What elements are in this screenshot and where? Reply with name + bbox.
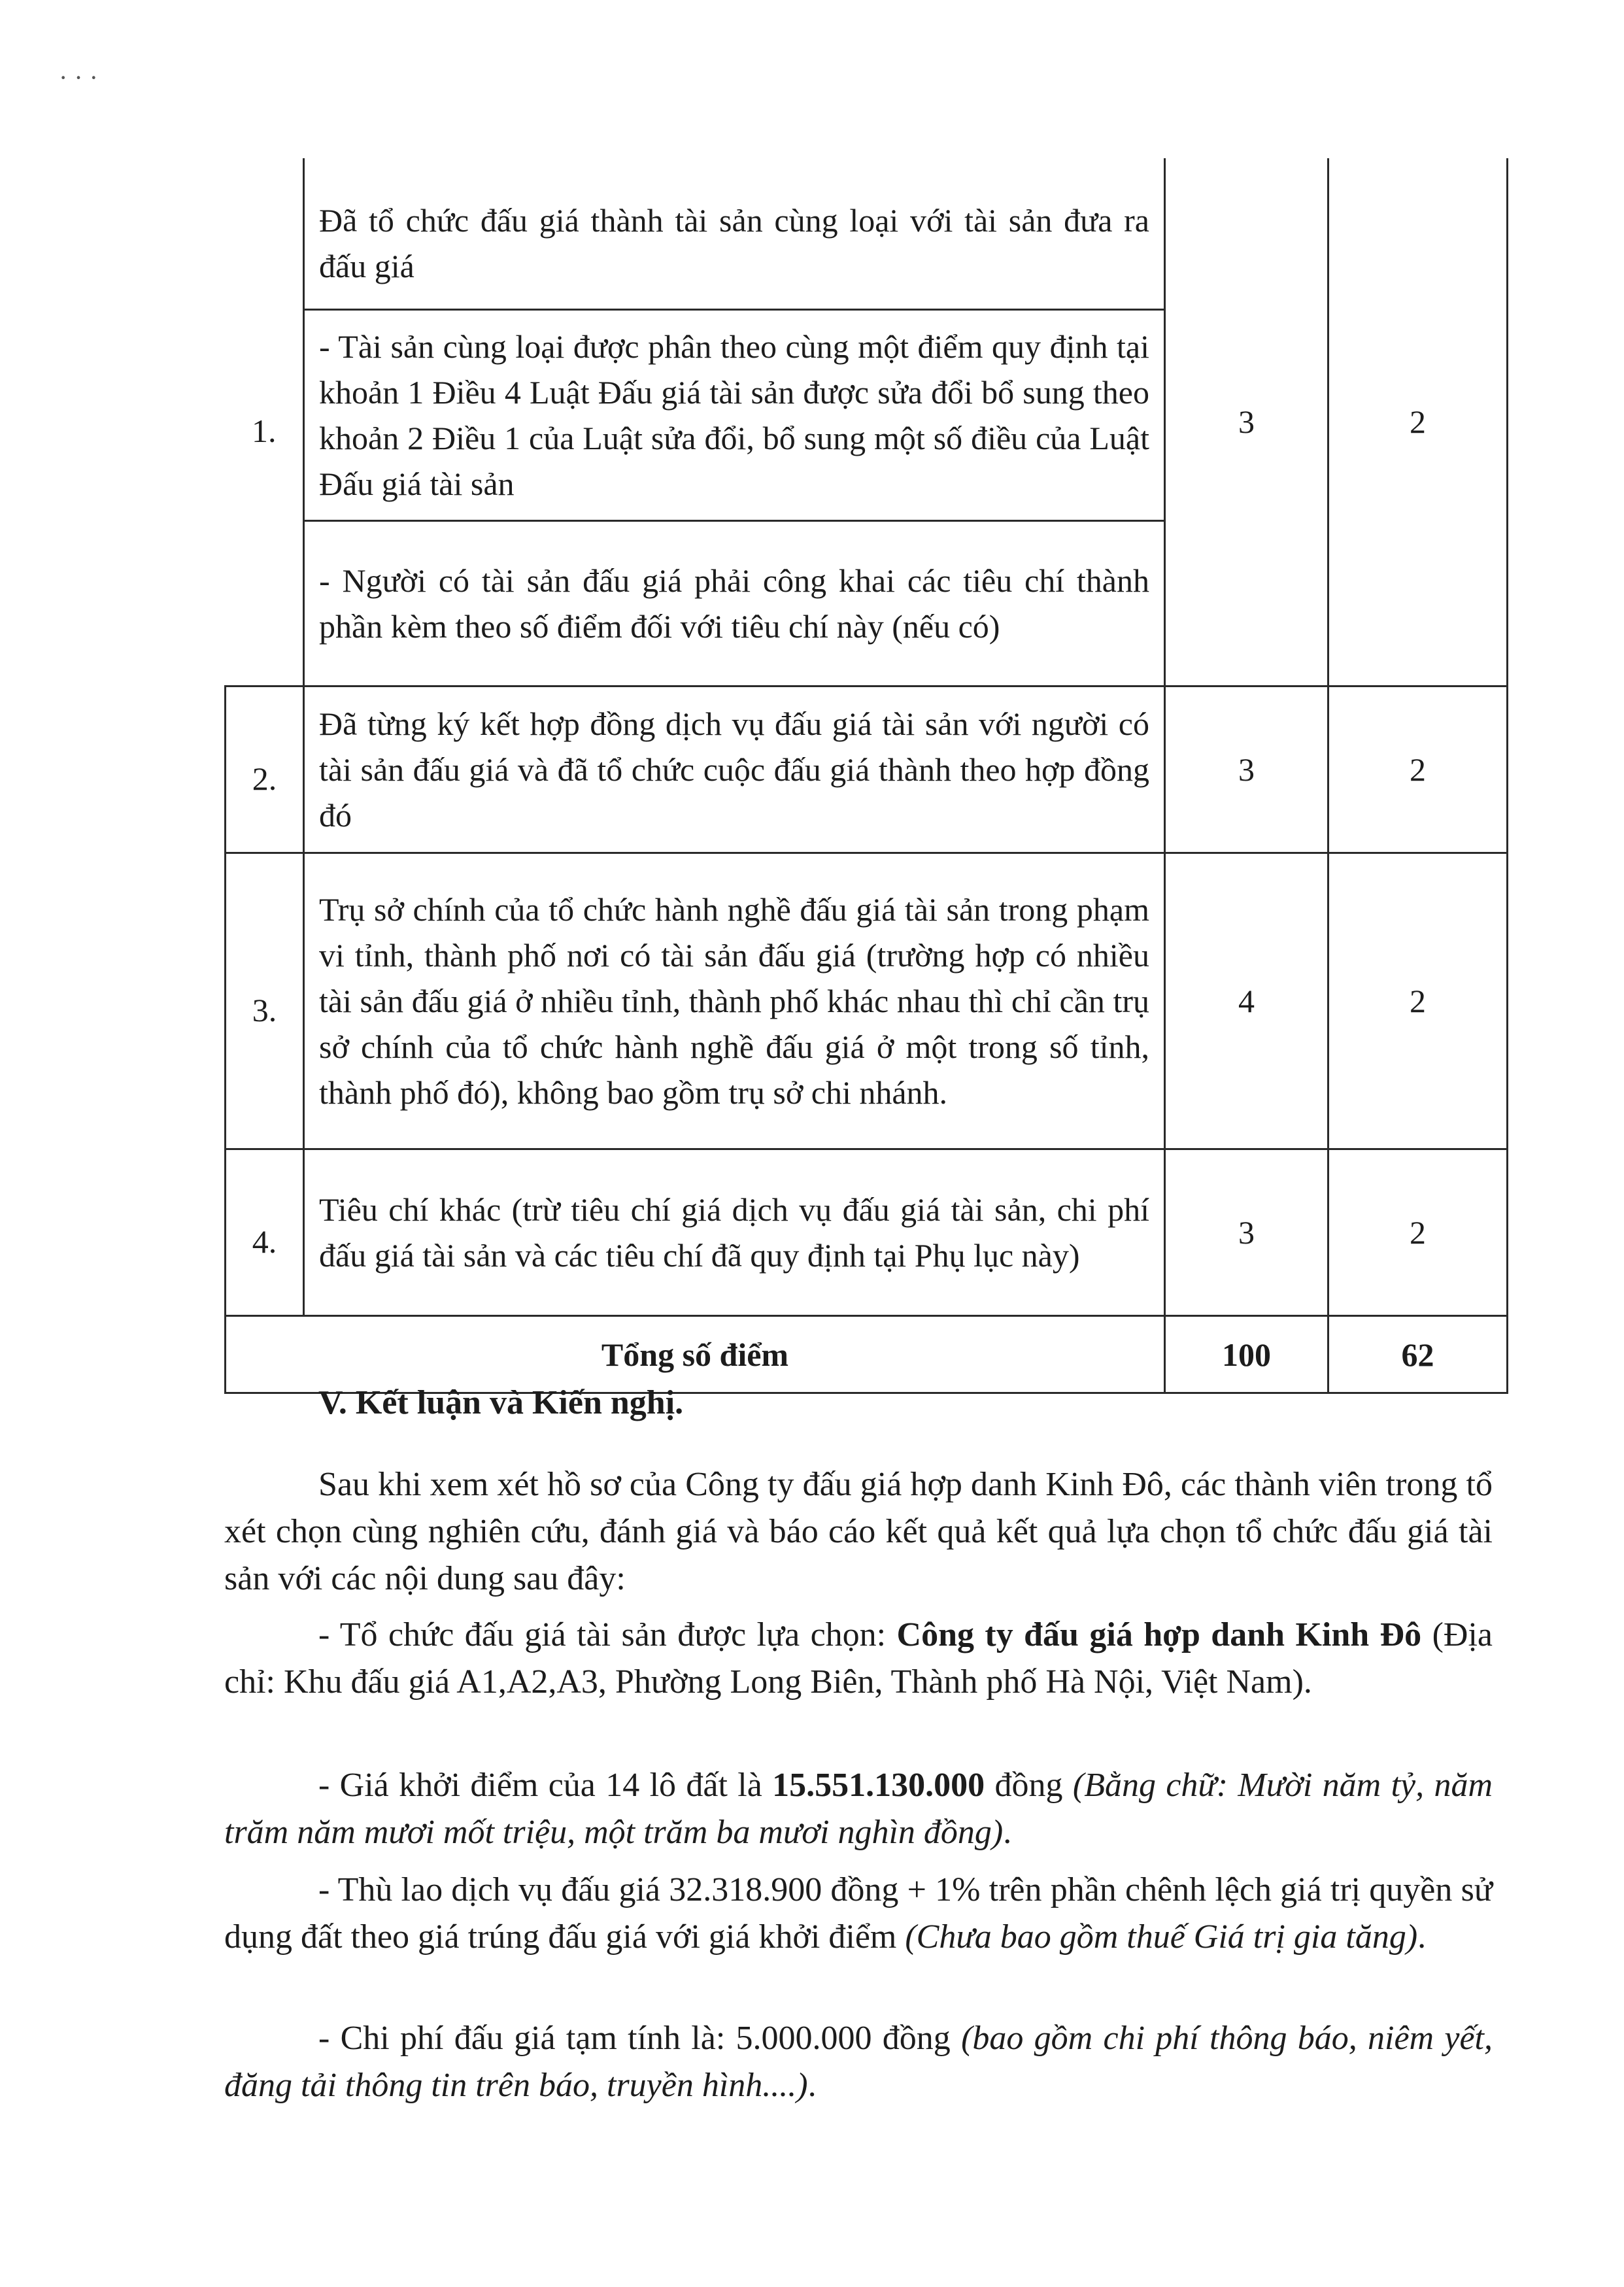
criterion-text: Tiêu chí khác (trừ tiêu chí giá dịch vụ đấu giá tài sản, chi phí đấu giá tài sản và các tiêu chí đã quy định tại Phụ lục này) (304, 1149, 1165, 1316)
org-name: Công ty đấu giá hợp danh Kinh Đô (896, 1616, 1422, 1653)
fee-end: . (1417, 1918, 1427, 1956)
criterion-subtext: - Tài sản cùng loại được phân theo cùng một điểm quy định tại khoản 1 Điều 4 Luật Đấu giá tài sản được sửa đổi bổ sung theo khoản 2 Điều 1 của Luật sửa đổi, bổ sung một số điều của Luật Đấu giá tài sản (304, 310, 1165, 521)
score-cell: 2 (1328, 853, 1508, 1149)
criterion-subtext: - Người có tài sản đấu giá phải công khai các tiêu chí thành phần kèm theo số điểm đối với tiêu chí này (nếu có) (304, 521, 1165, 686)
max-score-cell: 3 (1165, 686, 1328, 853)
section-title: V. Kết luận và Kiến nghị. (318, 1384, 684, 1421)
price-words: (Bằng chữ: Mười năm tỷ, năm trăm năm mươi mốt triệu, một trăm ba mươi nghìn đồng) (224, 1767, 1493, 1851)
criterion-text: Trụ sở chính của tổ chức hành nghề đấu giá tài sản trong phạm vi tỉnh, thành phố nơi có tài sản đấu giá (trường hợp có nhiều tài sản đấu giá ở nhiều tỉnh, thành phố khác nhau thì chỉ cần trụ sở chính của tổ chức hành nghề đấu giá ở một trong số tỉnh, thành phố đó), không bao gồm trụ sở chi nhánh. (304, 853, 1165, 1149)
criteria-table (224, 158, 1508, 1394)
org-prefix: - Tổ chức đấu giá tài sản được lựa chọn: (318, 1616, 897, 1653)
score-cell: 2 (1328, 158, 1508, 686)
max-score-cell: 4 (1165, 853, 1328, 1149)
score-cell: 2 (1328, 1149, 1508, 1316)
org-paragraph (224, 1612, 1493, 1706)
table-row (226, 853, 1508, 1149)
cost-note: (bao gồm chi phí thông báo, niêm yết, đăng tải thông tin trên báo, truyền hình....) (224, 2020, 1493, 2104)
score-cell: 2 (1328, 686, 1508, 853)
table-row (226, 158, 1508, 310)
row-number-cell: 2. (226, 686, 304, 853)
price-end: . (1003, 1814, 1012, 1851)
intro-text: Sau khi xem xét hồ sơ của Công ty đấu giá hợp danh Kinh Đô, các thành viên trong tổ xét chọn cùng nghiên cứu, đánh giá và báo cáo kết quả kết quả lựa chọn tổ chức đấu giá tài sản với các nội dung sau đây: (224, 1466, 1493, 1597)
fee-paragraph (224, 1867, 1493, 1961)
cost-text: - Chi phí đấu giá tạm tính là: 5.000.000 đồng (318, 2020, 962, 2057)
table-row (226, 1149, 1508, 1316)
scan-mark: · · · (59, 63, 98, 92)
criterion-text: Đã tổ chức đấu giá thành tài sản cùng loại với tài sản đưa ra đấu giá (304, 158, 1165, 310)
cost-paragraph (224, 2015, 1493, 2109)
org-address: (Địa chỉ: Khu đấu giá A1,A2,A3, Phường Long Biên, Thành phố Hà Nội, Việt Nam). (224, 1616, 1493, 1701)
price-amount: 15.551.130.000 (772, 1767, 985, 1804)
intro-paragraph (224, 1461, 1493, 1602)
row-number-cell: 3. (226, 853, 304, 1149)
criterion-text: Đã từng ký kết hợp đồng dịch vụ đấu giá tài sản với người có tài sản đấu giá và đã tổ chức cuộc đấu giá thành theo hợp đồng đó (304, 686, 1165, 853)
row-number-cell: 4. (226, 1149, 304, 1316)
max-score-cell: 3 (1165, 158, 1328, 686)
max-score-cell: 3 (1165, 1149, 1328, 1316)
price-paragraph (224, 1762, 1493, 1856)
row-number-cell: 1. (226, 158, 304, 686)
fee-text: - Thù lao dịch vụ đấu giá 32.318.900 đồng + 1% trên phần chênh lệch giá trị quyền sử dụng đất theo giá trúng đấu giá với giá khởi điểm (224, 1871, 1493, 1956)
price-unit: đồng (985, 1767, 1073, 1804)
table-row (226, 686, 1508, 853)
total-score: 62 (1328, 1316, 1508, 1393)
total-label: Tổng số điểm (226, 1316, 1165, 1393)
cost-end: . (807, 2067, 817, 2104)
section-heading (318, 1380, 1493, 1427)
price-prefix: - Giá khởi điểm của 14 lô đất là (318, 1767, 773, 1804)
fee-note: (Chưa bao gồm thuế Giá trị gia tăng) (905, 1918, 1418, 1956)
total-max: 100 (1165, 1316, 1328, 1393)
